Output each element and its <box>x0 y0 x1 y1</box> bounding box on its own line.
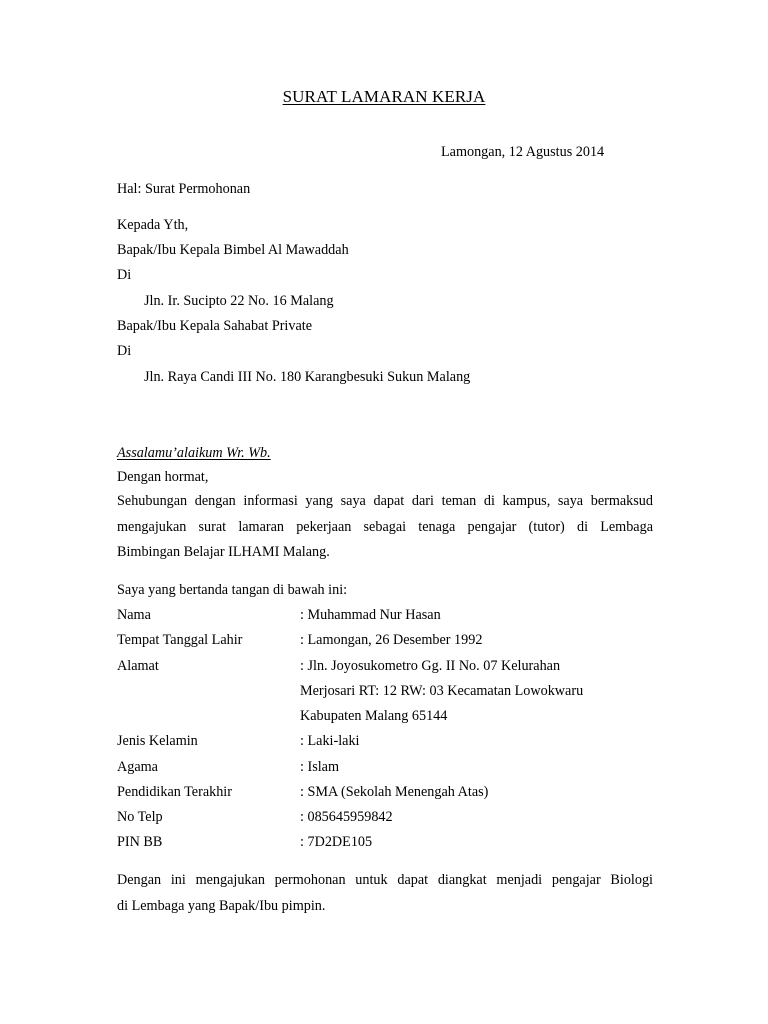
detail-value: : Lamongan, 26 Desember 1992 <box>300 632 483 648</box>
detail-value: : 085645959842 <box>300 809 393 825</box>
detail-value: Merjosari RT: 12 RW: 03 Kecamatan Lowokwaru <box>300 683 584 699</box>
detail-label: PIN BB <box>117 834 163 850</box>
detail-label: Alamat <box>117 658 159 674</box>
detail-value: : SMA (Sekolah Menengah Atas) <box>300 784 489 800</box>
recipient-line-2: Bapak/Ibu Kepala Sahabat Private <box>117 318 313 334</box>
recipient-di-2: Di <box>117 343 132 359</box>
recipient-di-1: Di <box>117 267 132 283</box>
detail-label: No Telp <box>117 809 163 825</box>
paragraph-1-line-2: mengajukan surat lamaran pekerjaan sebagai tenaga pengajar (tutor) di Lembaga <box>117 519 653 535</box>
paragraph-2-line-2: di Lembaga yang Bapak/Ibu pimpin. <box>117 898 326 914</box>
recipient-address-1: Jln. Ir. Sucipto 22 No. 16 Malang <box>144 293 334 309</box>
intro-line: Saya yang bertanda tangan di bawah ini: <box>117 582 348 598</box>
detail-label: Pendidikan Terakhir <box>117 784 232 800</box>
detail-value: : Muhammad Nur Hasan <box>300 607 441 623</box>
paragraph-1-line-3: Bimbingan Belajar ILHAMI Malang. <box>117 544 330 560</box>
subject-line: Hal: Surat Permohonan <box>117 181 251 197</box>
letter-title: SURAT LAMARAN KERJA <box>282 87 486 106</box>
detail-value: : 7D2DE105 <box>300 834 373 850</box>
islamic-greeting: Assalamu’alaikum Wr. Wb. <box>117 445 271 461</box>
paragraph-2-line-1: Dengan ini mengajukan permohonan untuk dapat diangkat menjadi pengajar Biologi <box>117 872 653 888</box>
recipient-address-2: Jln. Raya Candi III No. 180 Karangbesuki Sukun Malang <box>144 369 471 385</box>
recipient-line-1: Bapak/Ibu Kepala Bimbel Al Mawaddah <box>117 242 349 258</box>
place-date: Lamongan, 12 Agustus 2014 <box>441 144 605 160</box>
paragraph-1-line-1: Sehubungan dengan informasi yang saya dapat dari teman di kampus, saya bermaksud <box>117 493 653 509</box>
detail-value: : Laki-laki <box>300 733 360 749</box>
recipient-salutation: Kepada Yth, <box>117 217 189 233</box>
detail-value: : Islam <box>300 759 340 775</box>
detail-value: : Jln. Joyosukometro Gg. II No. 07 Kelurahan <box>300 658 561 674</box>
detail-label: Tempat Tanggal Lahir <box>117 632 243 648</box>
detail-label: Nama <box>117 607 151 623</box>
opening-line: Dengan hormat, <box>117 469 209 485</box>
detail-label: Agama <box>117 759 158 775</box>
detail-label: Jenis Kelamin <box>117 733 198 749</box>
detail-value: Kabupaten Malang 65144 <box>300 708 448 724</box>
